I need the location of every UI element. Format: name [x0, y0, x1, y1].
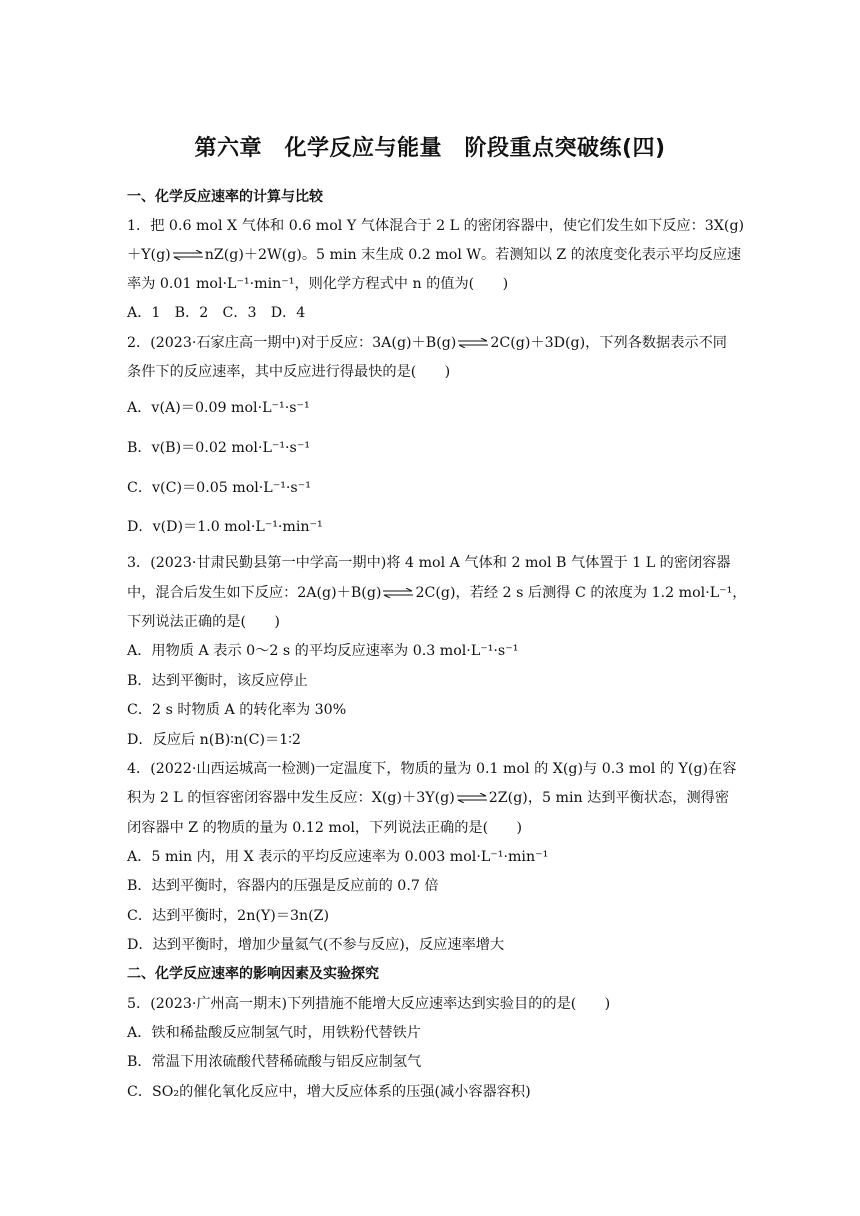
q4-option-d: D．达到平衡时，增加少量氦气(不参与反应)，反应速率增大: [127, 937, 505, 953]
q3-option-c: C．2 s 时物质 A 的转化率为 30%: [127, 702, 347, 718]
q2-line-1: [127, 333, 767, 353]
q2-line-1b: 2C(g)＋3D(g)，下列各数据表示不同: [490, 335, 727, 351]
q3-option-a: A．用物质 A 表示 0～2 s 的平均反应速率为 0.3 mol·L⁻¹·s⁻¹: [127, 643, 519, 659]
q2-option-b: B．v(B)＝0.02 mol·L⁻¹·s⁻¹: [127, 440, 311, 456]
q3-option-d: D．反应后 n(B)∶n(C)＝1∶2: [127, 732, 301, 748]
q1-line-2b: nZ(g)＋2W(g)。5 min 末生成 0.2 mol W。若测知以 Z 的浓度变化表示平均反应速: [204, 247, 742, 263]
q4-line-3: 闭容器中 Z 的物质的量为 0.12 mol，下列说法正确的是( ): [127, 820, 523, 836]
equilibrium-arrow-icon: [457, 338, 489, 348]
q1-line-3: 率为 0.01 mol·L⁻¹·min⁻¹，则化学方程式中 n 的值为( ): [127, 276, 509, 292]
q4-line-2b: 2Z(g)，5 min 达到平衡状态，测得密: [488, 790, 730, 806]
q1-line-1: 1．把 0.6 mol X 气体和 0.6 mol Y 气体混合于 2 L 的密闭容器中，使它们发生如下反应：3X(g): [127, 218, 745, 234]
q4-line-2a: 积为 2 L 的恒容密闭容器中发生反应：X(g)＋3Y(g): [127, 790, 455, 806]
q1-options: A．1 B．2 C．3 D．4: [127, 305, 306, 321]
q4-line-2: [127, 788, 767, 808]
q1-line-2a: ＋Y(g): [127, 247, 171, 263]
q2-option-d: D．v(D)＝1.0 mol·L⁻¹·min⁻¹: [127, 519, 323, 535]
q3-line-2a: 中，混合后发生如下反应：2A(g)＋B(g): [127, 585, 382, 601]
q2-option-a: A．v(A)＝0.09 mol·L⁻¹·s⁻¹: [127, 400, 310, 416]
equilibrium-arrow-icon: [382, 588, 414, 598]
q5-option-b: B．常温下用浓硫酸代替稀硫酸与铝反应制氢气: [127, 1054, 422, 1070]
q2-line-1a: 2．(2023·石家庄高一期中)对于反应：3A(g)＋B(g): [127, 335, 457, 351]
q2-line-2: 条件下的反应速率，其中反应进行得最快的是( ): [127, 364, 451, 380]
q4-option-b: B．达到平衡时，容器内的压强是反应前的 0.7 倍: [127, 878, 439, 894]
equilibrium-arrow-icon: [172, 250, 204, 260]
q3-option-b: B．达到平衡时，该反应停止: [127, 673, 308, 689]
q4-option-a: A．5 min 内，用 X 表示的平均反应速率为 0.003 mol·L⁻¹·min⁻¹: [127, 849, 549, 865]
q3-line-2: [127, 583, 767, 603]
q5-option-c: C．SO₂的催化氧化反应中，增大反应体系的压强(减小容器容积): [127, 1084, 531, 1100]
q3-line-2b: 2C(g)，若经 2 s 后测得 C 的浓度为 1.2 mol·L⁻¹，: [415, 585, 747, 601]
q4-option-c: C．达到平衡时，2n(Y)＝3n(Z): [127, 908, 330, 924]
q5-line-1: 5．(2023·广州高一期末)下列措施不能增大反应速率达到实验目的的是( ): [127, 996, 611, 1012]
q3-line-1: 3．(2023·甘肃民勤县第一中学高一期中)将 4 mol A 气体和 2 mol B 气体置于 1 L 的密闭容器: [127, 555, 731, 571]
section-heading-2: 二、化学反应速率的影响因素及实验探究: [127, 966, 379, 982]
q5-option-a: A．铁和稀盐酸反应制氢气时，用铁粉代替铁片: [127, 1025, 421, 1041]
q2-option-c: C．v(C)＝0.05 mol·L⁻¹·s⁻¹: [127, 480, 311, 496]
q1-line-2: [127, 245, 767, 265]
equilibrium-arrow-icon: [456, 793, 488, 803]
q3-line-3: 下列说法正确的是( ): [127, 614, 280, 630]
q4-line-1: 4．(2022·山西运城高一检测)一定温度下，物质的量为 0.1 mol 的 X(g)与 0.3 mol 的 Y(g)在容: [127, 761, 737, 777]
section-heading-1: 一、化学反应速率的计算与比较: [127, 189, 323, 205]
page-title: 第六章 化学反应与能量 阶段重点突破练(四): [194, 136, 666, 161]
